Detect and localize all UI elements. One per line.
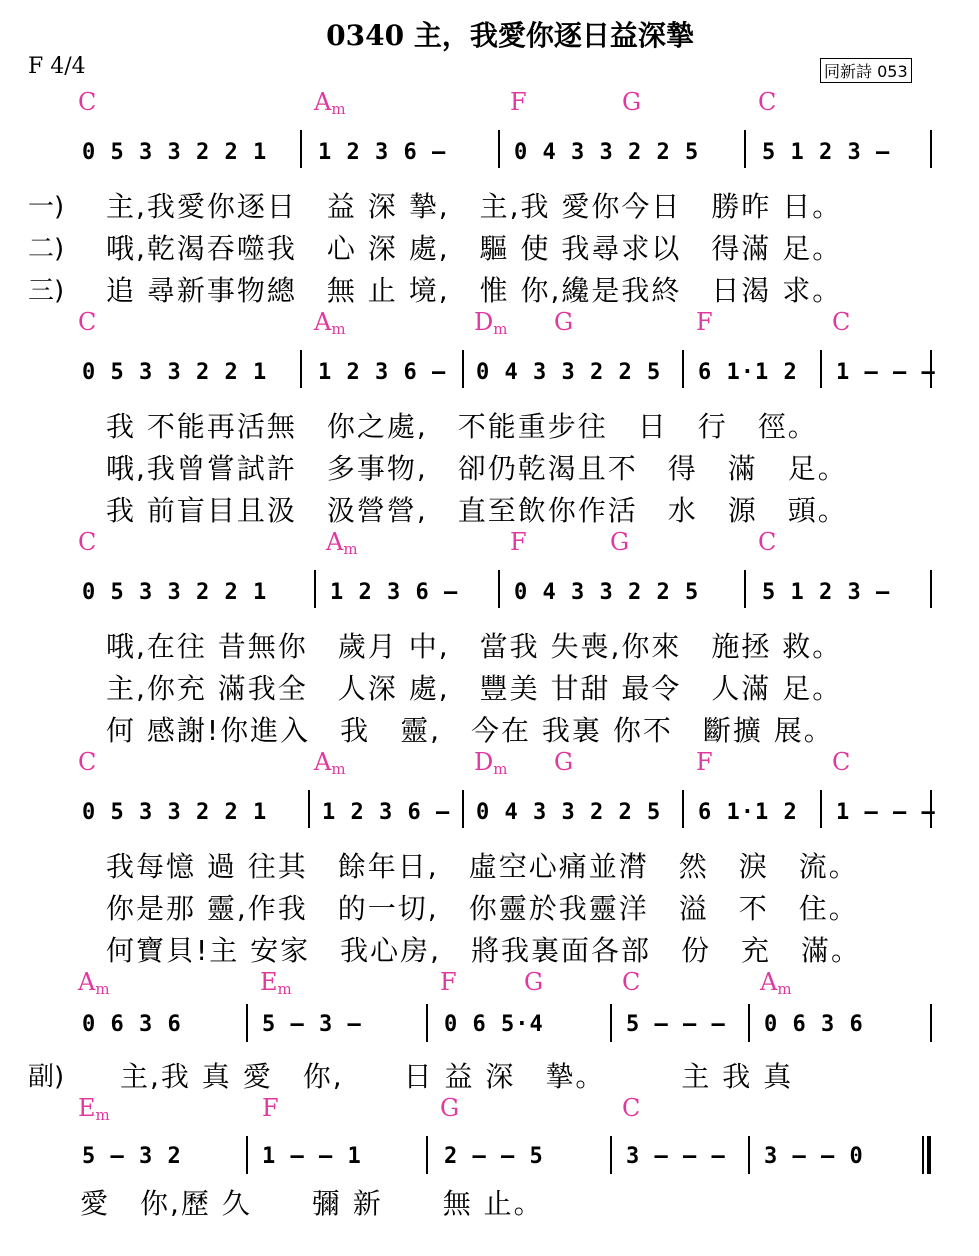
barline [246, 1136, 248, 1174]
chord: $A_m$ [326, 528, 358, 558]
measure: 3 – – 0 [764, 1144, 864, 1169]
barline [748, 1004, 750, 1042]
barline [930, 350, 932, 388]
chord: $A_m$ [314, 88, 346, 118]
barline [308, 790, 310, 828]
barline [744, 130, 746, 168]
lyric-line: 何寶貝!主 安家 我心房, 將我裏面各部 份 充 滿。 [106, 934, 862, 967]
lyric-line: 我每憶 過 往其 餘年日, 虛空心痛並潸 然 淚 流。 [106, 850, 859, 883]
lyric-line: 主,我 真 愛 你, 日 益 深 摯。 主 我 真 [120, 1060, 794, 1093]
final-barline-thick [927, 1136, 931, 1174]
verse-number: 二) [28, 234, 65, 264]
measure: 3 – – – [626, 1144, 726, 1169]
hymn-reference: 同新詩 053 [820, 58, 912, 83]
chord: C [622, 968, 641, 996]
measure: 1 – – – [836, 800, 936, 825]
lyric-line: 哦,我曾嘗試許 多事物, 卻仍乾渴且不 得 滿 足。 [106, 452, 848, 485]
barline [930, 1004, 932, 1042]
chord: $E_m$ [78, 1094, 110, 1124]
lyric-line: 我 前盲目且汲 汲營營, 直至飲你作活 水 源 頭。 [106, 494, 848, 527]
barline [300, 130, 302, 168]
verse-number: 一) [28, 192, 65, 222]
measure: 5 – 3 2 [82, 1144, 182, 1169]
chord: $E_m$ [260, 968, 292, 998]
measure: 6 1·1 2 [698, 800, 798, 825]
measure: 0 4 3 3 2 2 5 [514, 580, 700, 605]
chord: F [696, 748, 713, 776]
barline [930, 790, 932, 828]
barline [462, 790, 464, 828]
chord: G [554, 748, 574, 776]
song-title: 0340 主，我愛你逐日益深摯 [326, 19, 694, 52]
chord: G [440, 1094, 460, 1122]
lyric-line: 哦,乾渴吞噬我 心 深 處, 驅 使 我尋求以 得滿 足。 [106, 232, 843, 265]
chord: G [610, 528, 630, 556]
measure: 1 2 3 6 – [330, 580, 459, 605]
chord: C [832, 748, 851, 776]
measure: 0 5 3 3 2 2 1 [82, 580, 268, 605]
chord: C [832, 308, 851, 336]
measure: 5 – 3 – [262, 1012, 362, 1037]
measure: 1 – – – [836, 360, 936, 385]
chord: F [262, 1094, 279, 1122]
chord: G [524, 968, 544, 996]
chord: G [554, 308, 574, 336]
lyric-line: 愛 你,歷 久 彌 新 無 止。 [80, 1187, 544, 1220]
chord: C [78, 88, 97, 116]
measure: 0 6 5·4 [444, 1012, 544, 1037]
lyric-line: 哦,在往 昔無你 歲月 中, 當我 失喪,你來 施拯 救。 [106, 630, 843, 663]
barline [820, 790, 822, 828]
barline [682, 350, 684, 388]
chord: $A_m$ [78, 968, 110, 998]
chord: C [78, 748, 97, 776]
barline [426, 1136, 428, 1174]
measure: 0 4 3 3 2 2 5 [514, 140, 700, 165]
barline [748, 1136, 750, 1174]
measure: 5 1 2 3 – [762, 140, 891, 165]
barline [820, 350, 822, 388]
measure: 0 5 3 3 2 2 1 [82, 800, 268, 825]
verse-number: 三) [28, 276, 65, 306]
barline [246, 1004, 248, 1042]
measure: 1 2 3 6 – [318, 360, 447, 385]
lyric-line: 追 尋新事物總 無 止 境, 惟 你,纔是我終 日渴 求。 [106, 274, 843, 307]
barline [314, 570, 316, 608]
lyric-line: 你是那 靈,作我 的一切, 你靈於我靈洋 溢 不 住。 [106, 892, 859, 925]
lyric-line: 我 不能再活無 你之處, 不能重步往 日 行 徑。 [106, 410, 818, 443]
chord: $A_m$ [314, 748, 346, 778]
barline [610, 1004, 612, 1042]
lyric-line: 主,我愛你逐日 益 深 摯, 主,我 愛你今日 勝昨 日。 [106, 190, 843, 223]
measure: 0 6 3 6 [82, 1012, 182, 1037]
barline [930, 570, 932, 608]
measure: 1 2 3 6 – [318, 140, 447, 165]
final-barline-thin [922, 1136, 924, 1174]
barline [498, 570, 500, 608]
chord: $D_m$ [474, 748, 508, 778]
chord: F [696, 308, 713, 336]
barline [930, 130, 932, 168]
measure: 1 2 3 6 – [322, 800, 451, 825]
chord: C [622, 1094, 641, 1122]
measure: 0 4 3 3 2 2 5 [476, 800, 662, 825]
measure: 0 6 3 6 [764, 1012, 864, 1037]
lyric-line: 主,你充 滿我全 人深 處, 豐美 甘甜 最令 人滿 足。 [106, 672, 843, 705]
chord: G [622, 88, 642, 116]
barline [682, 790, 684, 828]
key-signature: F 4/4 [28, 54, 86, 79]
barline [462, 350, 464, 388]
chorus-label: 副) [28, 1062, 65, 1092]
chord: C [78, 308, 97, 336]
barline [610, 1136, 612, 1174]
measure: 1 – – 1 [262, 1144, 362, 1169]
chord: C [78, 528, 97, 556]
barline [498, 130, 500, 168]
chord: $A_m$ [760, 968, 792, 998]
measure: 5 – – – [626, 1012, 726, 1037]
chord: F [510, 88, 527, 116]
measure: 0 5 3 3 2 2 1 [82, 360, 268, 385]
measure: 0 4 3 3 2 2 5 [476, 360, 662, 385]
measure: 2 – – 5 [444, 1144, 544, 1169]
chord: F [440, 968, 457, 996]
chord: $D_m$ [474, 308, 508, 338]
barline [426, 1004, 428, 1042]
lyric-line: 何 感謝!你進入 我 靈, 今在 我裏 你不 斷擴 展。 [106, 714, 834, 747]
measure: 6 1·1 2 [698, 360, 798, 385]
chord: F [510, 528, 527, 556]
barline [744, 570, 746, 608]
chord: C [758, 528, 777, 556]
chord: C [758, 88, 777, 116]
chord: $A_m$ [314, 308, 346, 338]
measure: 0 5 3 3 2 2 1 [82, 140, 268, 165]
barline [300, 350, 302, 388]
measure: 5 1 2 3 – [762, 580, 891, 605]
